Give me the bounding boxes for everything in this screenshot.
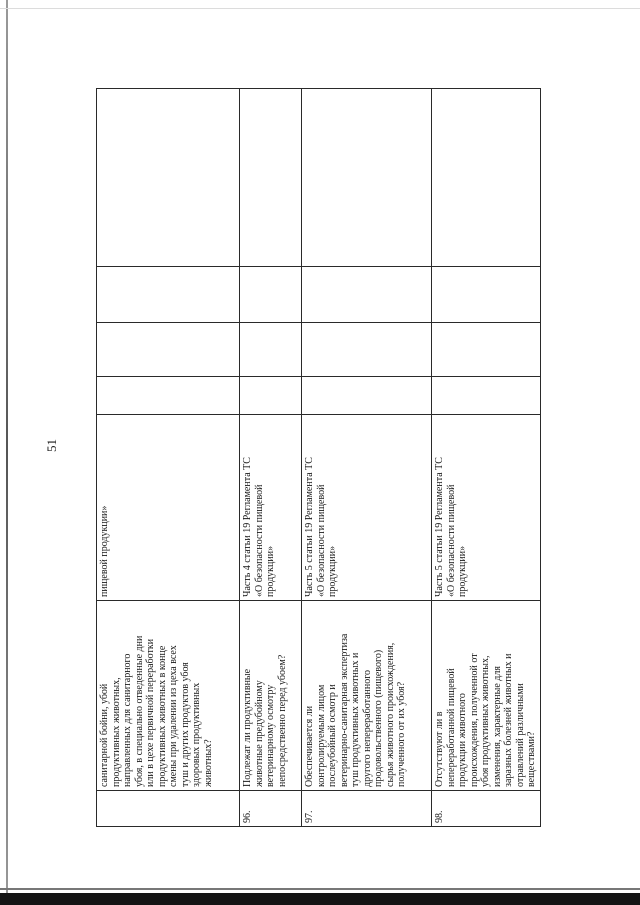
question-text: Подлежат ли продуктивные животные предубойному ветеринарному осмотру непосредственно перед убоем? [242, 654, 288, 787]
reference-text: Часть 5 статьи 19 Регламента ТС «О безопасности пищевой продукции» [304, 457, 338, 597]
scan-top-edge [0, 8, 640, 9]
question-text: Обеспечивается ли контролируемым лицом послеубойный осмотр и ветеринарно-санитарная экспертиза туш продуктивных животных и другого непереработанного продовольственного (пищевого) сырья животного происхождения, полученного от их убоя? [304, 633, 407, 787]
scan-left-edge [6, 0, 8, 905]
table-row [302, 89, 432, 827]
note-cell [240, 89, 302, 267]
answer-na-cell [240, 267, 302, 323]
scan-bottom-bar [0, 893, 640, 905]
table-row [432, 89, 541, 827]
table-row [240, 89, 302, 827]
question-text: санитарной бойни, убой продуктивных животных, направленных для санитарного убоя, в специально отведенные дни или в цехе первичной переработки продуктивных животных в конце смены при удалении из цеха всех туш и других продуктов убоя здоровых продуктивных животных? [99, 635, 214, 787]
answer-yes-cell [97, 377, 240, 415]
answer-yes-cell [240, 377, 302, 415]
answer-no-cell [302, 323, 432, 377]
scan-bottom-line [0, 888, 640, 890]
row-number-cell [97, 791, 240, 827]
question-cell [432, 601, 541, 791]
row-number-cell: 98. [432, 791, 541, 827]
answer-no-cell [97, 323, 240, 377]
answer-yes-cell [432, 377, 541, 415]
question-cell [240, 601, 302, 791]
reference-cell [432, 415, 541, 601]
reference-cell [302, 415, 432, 601]
page-number: 51 [44, 439, 59, 452]
row-number-cell: 96. [240, 791, 302, 827]
note-cell [432, 89, 541, 267]
checklist-table-rotated [96, 89, 538, 827]
note-cell [302, 89, 432, 267]
question-cell [302, 601, 432, 791]
question-text: Отсутствуют ли в непереработанной пищевой продукции животного происхождения, полученной от убоя продуктивных животных, изменения, характерные для заразных болезней животных и отравлений различными веществами? [434, 653, 537, 787]
answer-na-cell [432, 267, 541, 323]
answer-na-cell [97, 267, 240, 323]
note-cell [97, 89, 240, 267]
checklist-table [96, 88, 541, 827]
reference-text: Часть 4 статьи 19 Регламента ТС «О безопасности пищевой продукции» [242, 457, 276, 597]
reference-cell [240, 415, 302, 601]
answer-na-cell [302, 267, 432, 323]
answer-no-cell [240, 323, 302, 377]
answer-yes-cell [302, 377, 432, 415]
answer-no-cell [432, 323, 541, 377]
reference-text: пищевой продукции» [99, 505, 110, 597]
reference-cell [97, 415, 240, 601]
table-row [97, 89, 240, 827]
question-cell [97, 601, 240, 791]
reference-text: Часть 5 статьи 19 Регламента ТС «О безопасности пищевой продукции» [434, 457, 468, 597]
row-number-cell: 97. [302, 791, 432, 827]
